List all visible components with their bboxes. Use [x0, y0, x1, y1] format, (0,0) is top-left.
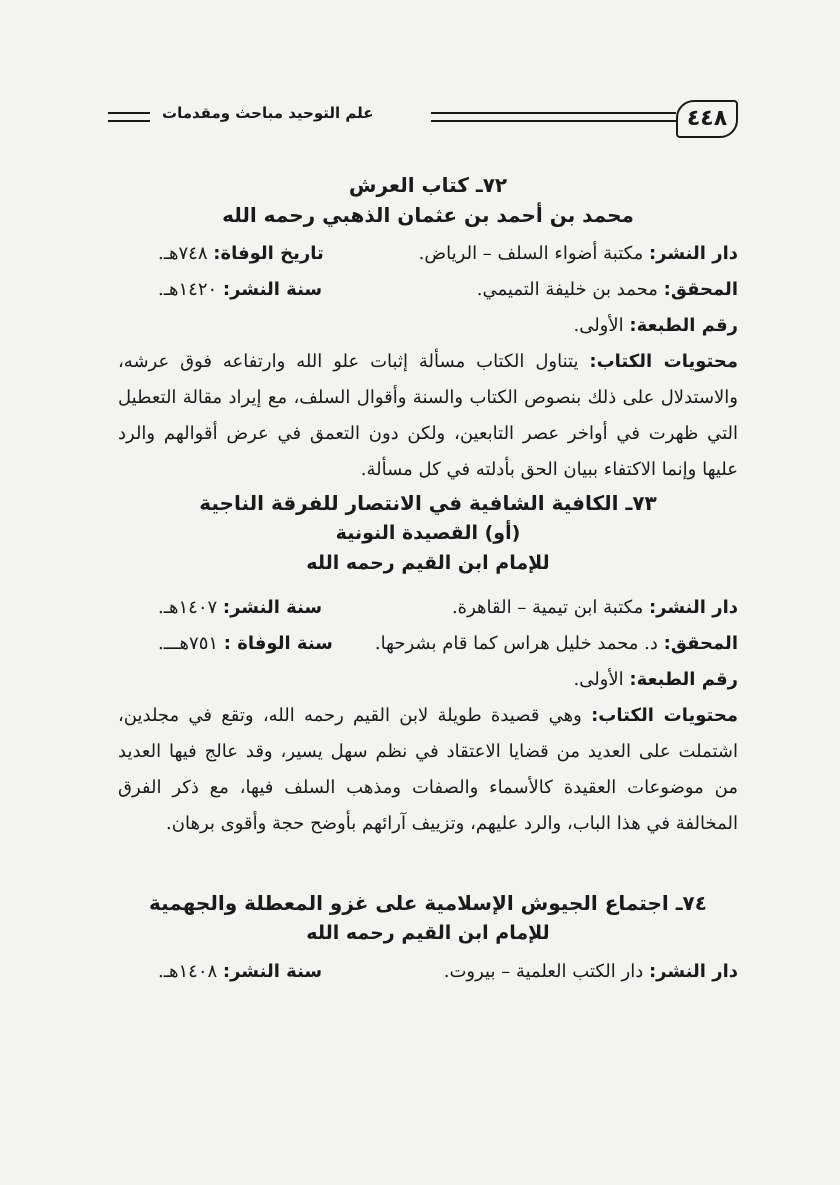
edition-label: رقم الطبعة: [629, 669, 738, 690]
editor-row [118, 272, 738, 308]
publisher-value: مكتبة أضواء السلف – الرياض. [418, 243, 644, 264]
publisher-row [118, 236, 738, 272]
entry-title: ٧٣ـ الكافية الشافية في الانتصار للفرقة الناجية [199, 491, 657, 515]
entry-72 [118, 170, 738, 488]
publisher-row [118, 954, 738, 990]
edition-row [118, 308, 738, 344]
edition-value: الأولى. [573, 315, 624, 336]
pub-year-value: ١٤٠٧هـ. [158, 597, 218, 618]
editor-row [118, 626, 738, 662]
entry-73 [118, 488, 738, 842]
editor-label: المحقق: [663, 279, 738, 300]
entry-title: ٧٤ـ اجتماع الجيوش الإسلامية على غزو المعطلة والجهمية [149, 891, 707, 915]
contents-text: وهي قصيدة طويلة لابن القيم رحمه الله، وتقع في مجلدين، اشتملت على العديد من قضايا الاعتقاد في نظم سهل يسير، وقد عالج فيها العديد من موضوعات العقيدة كالأسماء والصفات ومذهب السلف فيها، مع ذكر الفرق المخالفة في هذا الباب، والرد عليهم، وتزييف آرائهم بأوضح حجة وأقوى برهان. [118, 705, 738, 834]
pub-year-value: ١٤٠٨هـ. [158, 961, 218, 982]
contents-paragraph [118, 698, 738, 842]
entry-74 [118, 888, 738, 990]
header-rule-end [108, 112, 150, 122]
page-header [108, 100, 738, 140]
edition-value: الأولى. [573, 669, 624, 690]
edition-row [118, 662, 738, 698]
entry-author: للإمام ابن القيم رحمه الله [306, 922, 550, 944]
entry-title: ٧٢ـ كتاب العرش [348, 173, 508, 197]
pub-year-label: سنة النشر: [222, 597, 323, 618]
publisher-label: دار النشر: [648, 243, 738, 264]
page-content [118, 170, 738, 990]
edition-label: رقم الطبعة: [629, 315, 738, 336]
contents-label: محتويات الكتاب: [591, 705, 738, 726]
death-date-value: ٧٥١هـــ. [158, 633, 219, 654]
death-date-value: ٧٤٨هـ. [158, 243, 208, 264]
pub-year-value: ١٤٢٠هـ. [158, 279, 218, 300]
publisher-label: دار النشر: [648, 597, 738, 618]
publisher-value: مكتبة ابن تيمية – القاهرة. [451, 597, 644, 618]
entry-author: للإمام ابن القيم رحمه الله [306, 552, 550, 574]
entry-author: محمد بن أحمد بن عثمان الذهبي رحمه الله [222, 203, 634, 227]
editor-value: د. محمد خليل هراس كما قام بشرحها. [374, 633, 658, 654]
editor-label: المحقق: [663, 633, 738, 654]
publisher-row [118, 590, 738, 626]
running-title: علم التوحيد مباحث ومقدمات [162, 104, 374, 122]
header-rule [431, 112, 676, 122]
contents-label: محتويات الكتاب: [589, 351, 738, 372]
entry-subtitle: (أو) القصيدة النونية [335, 522, 521, 544]
contents-paragraph [118, 344, 738, 488]
death-date-label: تاريخ الوفاة: [213, 243, 324, 264]
pub-year-label: سنة النشر: [222, 279, 323, 300]
pub-year-label: سنة النشر: [222, 961, 323, 982]
editor-value: محمد بن خليفة التميمي. [476, 279, 658, 300]
publisher-label: دار النشر: [648, 961, 738, 982]
death-date-label: سنة الوفاة : [223, 633, 333, 654]
publisher-value: دار الكتب العلمية – بيروت. [443, 961, 644, 982]
contents-text: يتناول الكتاب مسألة إثبات علو الله وارتفاعه فوق عرشه، والاستدلال على ذلك بنصوص الكتاب والسنة وأقوال السلف، مع إيراد مقالة التعطيل التي ظهرت في أواخر عصر التابعين، ولكن دون التعمق في عرض أقوالهم والرد عليها وإنما الاكتفاء ببيان الحق بأدلته في كل مسألة. [118, 351, 738, 480]
page-number: ٤٤٨ [676, 100, 738, 138]
